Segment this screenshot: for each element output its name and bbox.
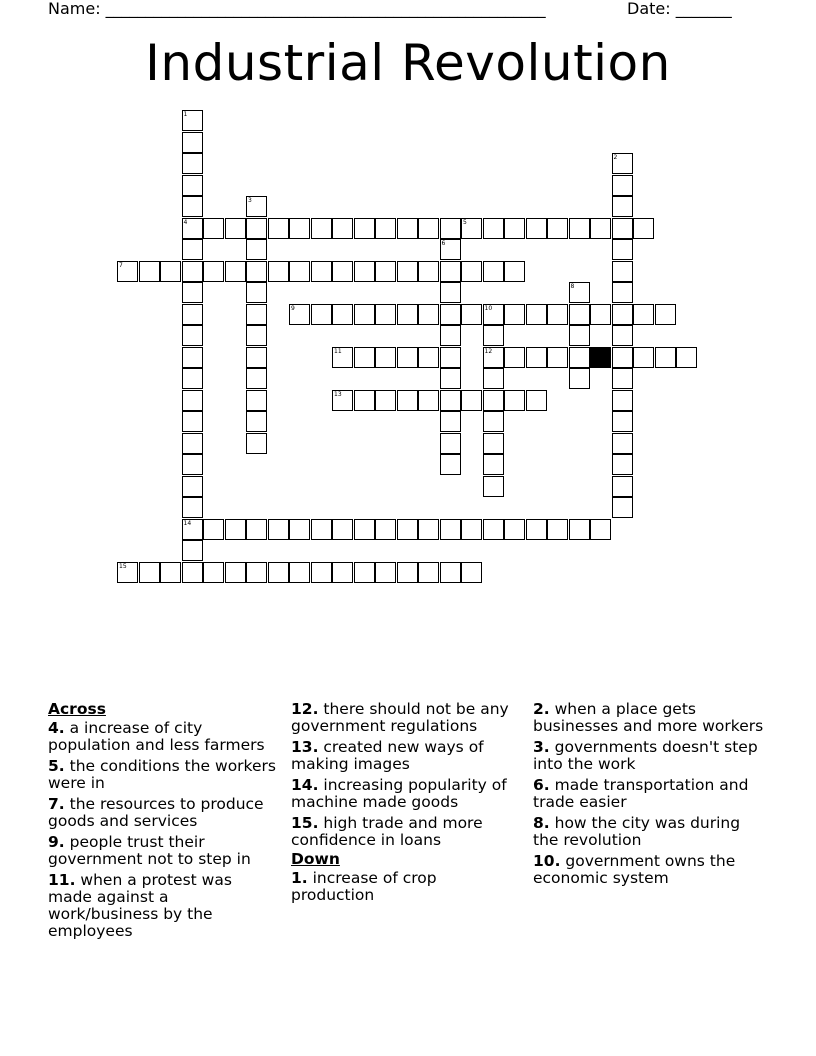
- grid-cell[interactable]: [418, 390, 439, 411]
- grid-cell[interactable]: [397, 304, 418, 325]
- grid-cell[interactable]: [268, 218, 289, 239]
- grid-cell[interactable]: [246, 368, 267, 389]
- grid-cell[interactable]: [182, 519, 203, 540]
- grid-cell[interactable]: [246, 261, 267, 282]
- grid-cell[interactable]: [633, 218, 654, 239]
- grid-cell[interactable]: [440, 325, 461, 346]
- grid-cell[interactable]: [397, 390, 418, 411]
- clue-down-3: 3. governments doesn't step into the work: [533, 738, 758, 773]
- grid-cell[interactable]: [569, 218, 590, 239]
- grid-cell[interactable]: [526, 218, 547, 239]
- clue-number: 3: [248, 197, 252, 204]
- grid-cell[interactable]: [526, 519, 547, 540]
- clue-down-8: 8. how the city was during the revolution: [533, 814, 741, 849]
- clue-across-14: 14. increasing popularity of machine made goods: [291, 776, 507, 811]
- grid-cell[interactable]: [332, 390, 353, 411]
- grid-cell[interactable]: [418, 261, 439, 282]
- across-heading: Across: [48, 700, 106, 718]
- grid-cell[interactable]: [504, 304, 525, 325]
- grid-cell[interactable]: [182, 411, 203, 432]
- grid-cell[interactable]: [289, 218, 310, 239]
- grid-cell[interactable]: [182, 153, 203, 174]
- black-cell: [590, 347, 611, 368]
- grid-cell[interactable]: [590, 218, 611, 239]
- grid-cell[interactable]: [440, 433, 461, 454]
- grid-cell[interactable]: [375, 218, 396, 239]
- clue-column-1: [48, 701, 280, 944]
- grid-cell[interactable]: [268, 261, 289, 282]
- grid-cell[interactable]: [354, 347, 375, 368]
- clue-number: 9: [291, 304, 295, 312]
- clue-number: 15: [119, 562, 127, 570]
- grid-cell[interactable]: [440, 347, 461, 368]
- grid-cell[interactable]: [440, 239, 461, 260]
- clue-number: 6: [441, 240, 446, 247]
- grid-cell[interactable]: [504, 519, 525, 540]
- grid-cell[interactable]: [182, 110, 203, 131]
- grid-cell[interactable]: [182, 368, 203, 389]
- clue-across-15: 15. high trade and more confidence in loans: [291, 814, 483, 849]
- grid-cell[interactable]: [354, 390, 375, 411]
- clue-number: 2: [613, 154, 618, 161]
- clue-across-9: 9. people trust their government not to step in: [48, 833, 251, 868]
- clue-number: 8: [570, 283, 575, 290]
- grid-cell[interactable]: [203, 519, 224, 540]
- clue-column-3: [533, 701, 765, 891]
- grid-cell[interactable]: [182, 132, 203, 153]
- grid-cell[interactable]: [311, 304, 332, 325]
- grid-cell[interactable]: [612, 476, 633, 497]
- clue-down-2: 2. when a place gets businesses and more workers: [533, 700, 764, 735]
- grid-cell[interactable]: [483, 368, 504, 389]
- grid-cell[interactable]: [612, 497, 633, 518]
- grid-cell[interactable]: [246, 304, 267, 325]
- grid-cell[interactable]: [375, 519, 396, 540]
- grid-cell[interactable]: [182, 282, 203, 303]
- clue-across-13: 13. created new ways of making images: [291, 738, 484, 773]
- grid-cell[interactable]: [246, 196, 267, 217]
- grid-cell[interactable]: [397, 261, 418, 282]
- grid-cell[interactable]: [483, 411, 504, 432]
- grid-cell[interactable]: [590, 304, 611, 325]
- grid-cell[interactable]: [418, 218, 439, 239]
- grid-cell[interactable]: [483, 325, 504, 346]
- clue-number: 1: [183, 111, 188, 118]
- grid-cell[interactable]: [440, 261, 461, 282]
- grid-cell[interactable]: [375, 261, 396, 282]
- grid-cell[interactable]: [612, 390, 633, 411]
- grid-cell[interactable]: [612, 196, 633, 217]
- grid-cell[interactable]: [375, 562, 396, 583]
- grid-cell[interactable]: [289, 261, 310, 282]
- clue-number: 13: [334, 390, 342, 398]
- grid-cell[interactable]: [612, 239, 633, 260]
- grid-cell[interactable]: [268, 519, 289, 540]
- grid-cell[interactable]: [483, 347, 504, 368]
- grid-cell[interactable]: [655, 347, 676, 368]
- grid-cell[interactable]: [246, 411, 267, 432]
- grid-cell[interactable]: [117, 261, 138, 282]
- grid-cell[interactable]: [440, 390, 461, 411]
- grid-cell[interactable]: [182, 196, 203, 217]
- clue-number: 14: [183, 519, 192, 527]
- clue-number: 10: [484, 304, 493, 312]
- clue-number: 12: [484, 347, 493, 355]
- grid-cell[interactable]: [655, 304, 676, 325]
- clue-across-4: 4. a increase of city population and less farmers: [48, 719, 265, 754]
- grid-cell[interactable]: [504, 390, 525, 411]
- grid-cell[interactable]: [332, 519, 353, 540]
- grid-cell[interactable]: [483, 261, 504, 282]
- grid-cell[interactable]: [461, 562, 482, 583]
- grid-cell[interactable]: [418, 304, 439, 325]
- grid-cell[interactable]: [203, 562, 224, 583]
- grid-cell[interactable]: [139, 261, 160, 282]
- grid-cell[interactable]: [182, 390, 203, 411]
- page-title: Industrial Revolution: [145, 34, 671, 92]
- clue-number: 7: [119, 261, 123, 269]
- grid-cell[interactable]: [332, 562, 353, 583]
- grid-cell[interactable]: [590, 519, 611, 540]
- grid-cell[interactable]: [160, 261, 181, 282]
- grid-cell[interactable]: [246, 390, 267, 411]
- grid-cell[interactable]: [440, 562, 461, 583]
- grid-cell[interactable]: [483, 476, 504, 497]
- grid-cell[interactable]: [354, 261, 375, 282]
- grid-cell[interactable]: [526, 347, 547, 368]
- grid-cell[interactable]: [397, 519, 418, 540]
- grid-cell[interactable]: [332, 347, 353, 368]
- date-field[interactable]: Date: _______: [627, 0, 732, 18]
- grid-cell[interactable]: [332, 304, 353, 325]
- grid-cell[interactable]: [483, 433, 504, 454]
- grid-cell[interactable]: [354, 218, 375, 239]
- clue-number: 4: [183, 218, 188, 226]
- grid-cell[interactable]: [440, 368, 461, 389]
- grid-cell[interactable]: [569, 304, 590, 325]
- grid-cell[interactable]: [569, 519, 590, 540]
- grid-cell[interactable]: [182, 454, 203, 475]
- grid-cell[interactable]: [268, 562, 289, 583]
- grid-cell[interactable]: [289, 304, 310, 325]
- grid-cell[interactable]: [375, 390, 396, 411]
- grid-cell[interactable]: [612, 175, 633, 196]
- grid-cell[interactable]: [311, 218, 332, 239]
- clue-number: 11: [334, 347, 342, 355]
- clue-across-12: 12. there should not be any government regulations: [291, 700, 509, 735]
- grid-cell[interactable]: [225, 261, 246, 282]
- grid-cell[interactable]: [612, 261, 633, 282]
- grid-cell[interactable]: [182, 325, 203, 346]
- grid-cell[interactable]: [504, 347, 525, 368]
- grid-cell[interactable]: [440, 282, 461, 303]
- clue-across-5: 5. the conditions the workers were in: [48, 757, 276, 792]
- grid-cell[interactable]: [225, 562, 246, 583]
- grid-cell[interactable]: [526, 390, 547, 411]
- grid-cell[interactable]: [354, 519, 375, 540]
- clue-across-11: 11. when a protest was made against a work/business by the employees: [48, 871, 232, 940]
- grid-cell[interactable]: [418, 347, 439, 368]
- grid-cell[interactable]: [311, 519, 332, 540]
- grid-cell[interactable]: [246, 433, 267, 454]
- grid-cell[interactable]: [203, 261, 224, 282]
- grid-cell[interactable]: [182, 239, 203, 260]
- grid-cell[interactable]: [182, 261, 203, 282]
- down-heading: Down: [291, 850, 340, 868]
- grid-cell[interactable]: [676, 347, 697, 368]
- grid-cell[interactable]: [547, 218, 568, 239]
- clue-number: 5: [463, 218, 467, 226]
- grid-cell[interactable]: [397, 218, 418, 239]
- grid-cell[interactable]: [182, 218, 203, 239]
- grid-cell[interactable]: [569, 282, 590, 303]
- grid-cell[interactable]: [633, 347, 654, 368]
- grid-cell[interactable]: [440, 454, 461, 475]
- grid-cell[interactable]: [182, 540, 203, 561]
- name-field[interactable]: Name: _______________________________________________________: [48, 0, 546, 18]
- clue-column-2: [291, 701, 523, 908]
- grid-cell[interactable]: [332, 218, 353, 239]
- grid-cell[interactable]: [612, 368, 633, 389]
- grid-cell[interactable]: [440, 411, 461, 432]
- grid-cell[interactable]: [354, 304, 375, 325]
- grid-cell[interactable]: [461, 218, 482, 239]
- grid-cell[interactable]: [182, 562, 203, 583]
- grid-cell[interactable]: [246, 562, 267, 583]
- grid-cell[interactable]: [612, 411, 633, 432]
- grid-cell[interactable]: [246, 325, 267, 346]
- grid-cell[interactable]: [440, 304, 461, 325]
- grid-cell[interactable]: [440, 519, 461, 540]
- grid-cell[interactable]: [139, 562, 160, 583]
- grid-cell[interactable]: [612, 282, 633, 303]
- grid-cell[interactable]: [418, 562, 439, 583]
- grid-cell[interactable]: [504, 261, 525, 282]
- grid-cell[interactable]: [182, 476, 203, 497]
- grid-cell[interactable]: [246, 347, 267, 368]
- grid-cell[interactable]: [483, 304, 504, 325]
- grid-cell[interactable]: [547, 347, 568, 368]
- grid-cell[interactable]: [461, 261, 482, 282]
- grid-cell[interactable]: [504, 218, 525, 239]
- grid-cell[interactable]: [182, 497, 203, 518]
- grid-cell[interactable]: [569, 325, 590, 346]
- grid-cell[interactable]: [461, 304, 482, 325]
- grid-cell[interactable]: [225, 519, 246, 540]
- clue-across-7: 7. the resources to produce goods and services: [48, 795, 264, 830]
- grid-cell[interactable]: [289, 519, 310, 540]
- grid-cell[interactable]: [612, 304, 633, 325]
- grid-cell[interactable]: [612, 153, 633, 174]
- grid-cell[interactable]: [354, 562, 375, 583]
- grid-cell[interactable]: [311, 562, 332, 583]
- clue-down-1: 1. increase of crop production: [291, 869, 437, 904]
- grid-cell[interactable]: [246, 282, 267, 303]
- grid-cell[interactable]: [483, 218, 504, 239]
- grid-cell[interactable]: [483, 390, 504, 411]
- grid-cell[interactable]: [182, 175, 203, 196]
- grid-cell[interactable]: [289, 562, 310, 583]
- grid-cell[interactable]: [182, 304, 203, 325]
- grid-cell[interactable]: [225, 218, 246, 239]
- grid-cell[interactable]: [461, 390, 482, 411]
- grid-cell[interactable]: [397, 562, 418, 583]
- grid-cell[interactable]: [375, 347, 396, 368]
- grid-cell[interactable]: [182, 433, 203, 454]
- grid-cell[interactable]: [246, 239, 267, 260]
- clue-down-6: 6. made transportation and trade easier: [533, 776, 749, 811]
- grid-cell[interactable]: [612, 347, 633, 368]
- grid-cell[interactable]: [612, 454, 633, 475]
- grid-cell[interactable]: [633, 304, 654, 325]
- grid-cell[interactable]: [483, 519, 504, 540]
- grid-cell[interactable]: [397, 347, 418, 368]
- grid-cell[interactable]: [526, 304, 547, 325]
- grid-cell[interactable]: [612, 433, 633, 454]
- grid-cell[interactable]: [246, 218, 267, 239]
- grid-cell[interactable]: [375, 304, 396, 325]
- grid-cell[interactable]: [117, 562, 138, 583]
- grid-cell[interactable]: [547, 519, 568, 540]
- grid-cell[interactable]: [246, 519, 267, 540]
- grid-cell[interactable]: [569, 347, 590, 368]
- grid-cell[interactable]: [203, 218, 224, 239]
- grid-cell[interactable]: [483, 454, 504, 475]
- grid-cell[interactable]: [160, 562, 181, 583]
- grid-cell[interactable]: [569, 368, 590, 389]
- grid-cell[interactable]: [547, 304, 568, 325]
- grid-cell[interactable]: [461, 519, 482, 540]
- grid-cell[interactable]: [612, 325, 633, 346]
- grid-cell[interactable]: [612, 218, 633, 239]
- grid-cell[interactable]: [332, 261, 353, 282]
- grid-cell[interactable]: [418, 519, 439, 540]
- clue-down-10: 10. government owns the economic system: [533, 852, 736, 887]
- grid-cell[interactable]: [440, 218, 461, 239]
- grid-cell[interactable]: [182, 347, 203, 368]
- grid-cell[interactable]: [311, 261, 332, 282]
